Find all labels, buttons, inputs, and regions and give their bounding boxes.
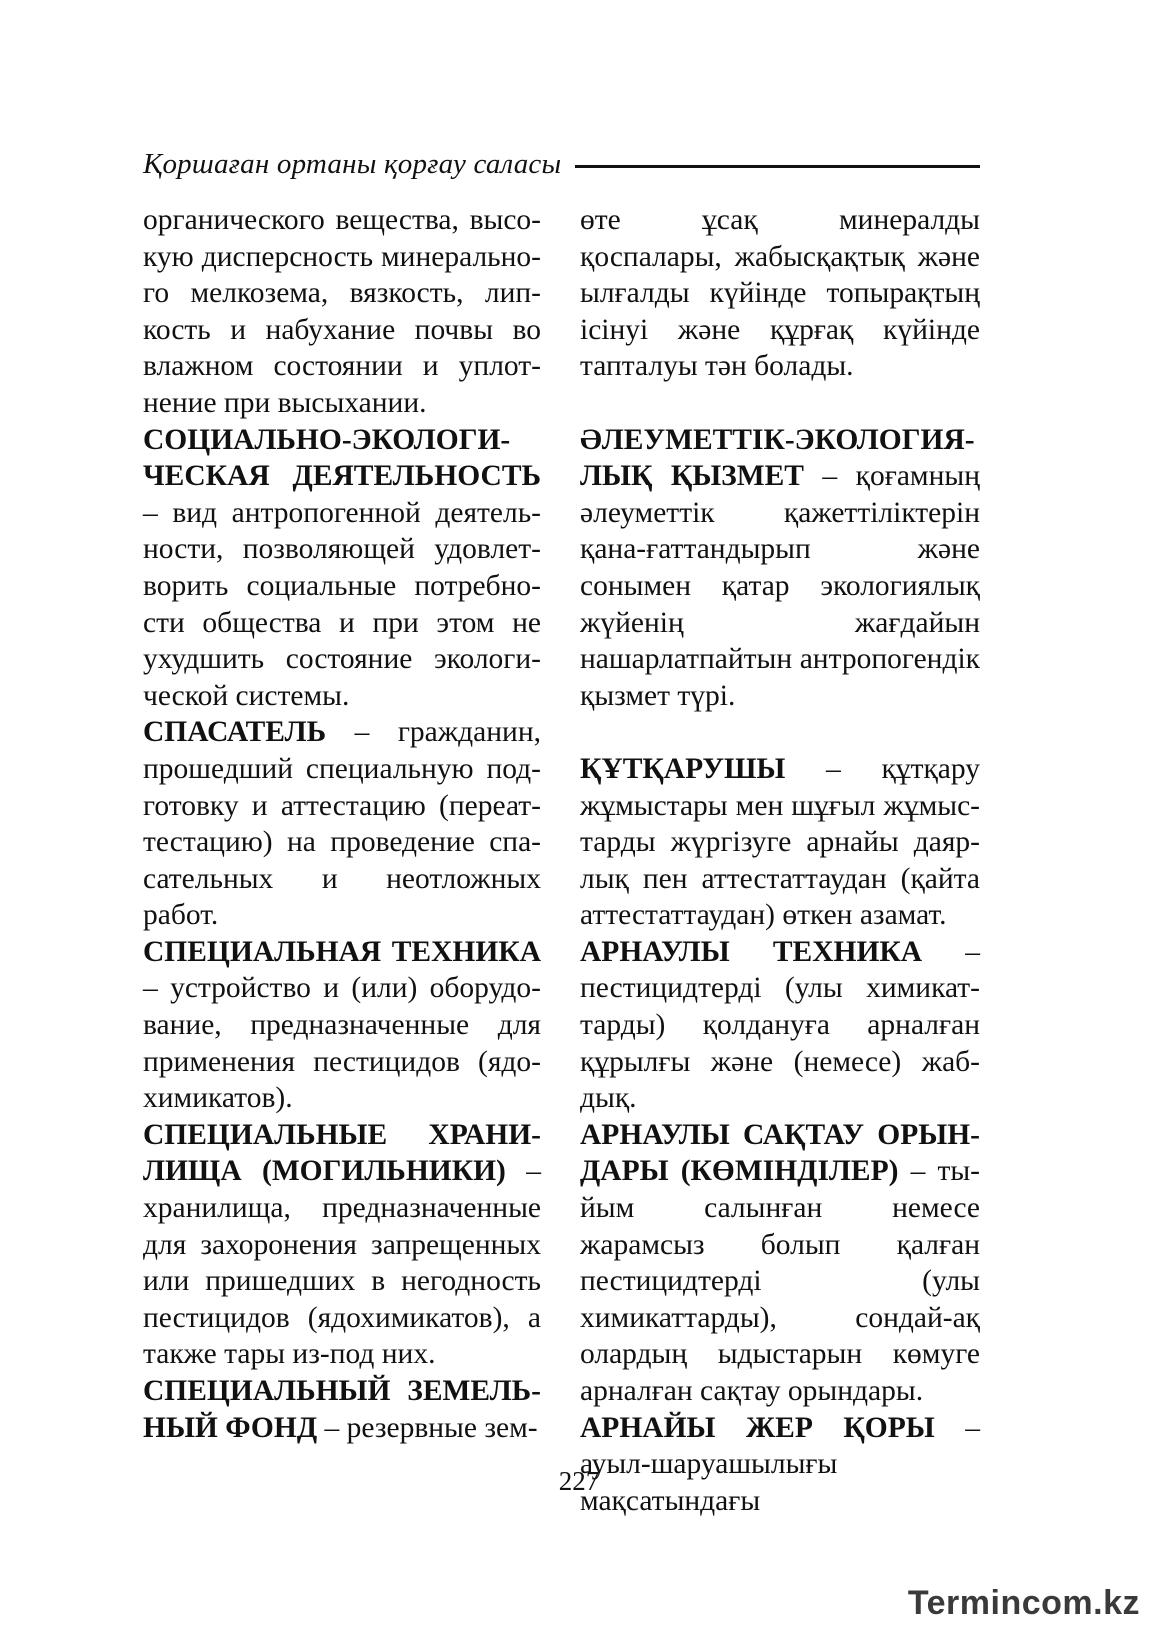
entry-text: – гражданин, прошедший специальную под-готовку и аттестацию (переат-тестацию) на проведение спа-сательных и неотложных работ.	[143, 716, 541, 932]
page-number: 227	[558, 1466, 600, 1496]
entry-term: СПЕЦИАЛЬНЫЙ ЗЕМЕЛЬ-НЫЙ ФОНД	[143, 1375, 541, 1444]
entry-continuation-left	[143, 202, 541, 422]
entry-text: – устройство и (или) оборудо-вание, предназначенные для применения пестицидов (ядо-химикатов).	[143, 972, 541, 1115]
entry-term: СПАСАТЕЛЬ	[143, 716, 327, 749]
entry-term: СПЕЦИАЛЬНАЯ ТЕХНИКА	[143, 935, 541, 968]
watermark	[908, 1584, 1140, 1623]
entry-text: – ты-йым салынған немесе жарамсыз болып қалған пестицидтерді (улы химикаттарды), сондай-ақ олардың ыдыстарын көмуге арналған сақтау орындары.	[580, 1155, 980, 1407]
entry-term: ҚҰТҚАРУШЫ	[580, 752, 786, 785]
entry-special-storage	[143, 1117, 541, 1373]
entry-special-land-fund-kz	[580, 1410, 980, 1520]
entry-rescuer-kz	[580, 751, 980, 934]
entry-text: – пестицидтерді (улы химикат-тарды) қолдануға арналған құрылғы және (немесе) жаб-дық.	[580, 935, 980, 1115]
entry-socio-ecological-activity	[143, 422, 541, 715]
watermark-text: Termincom.kz	[907, 1584, 1140, 1622]
entry-continuation-right	[580, 202, 980, 385]
entry-special-land-fund	[143, 1373, 541, 1446]
entry-term: ӘЛЕУМЕТТІК-ЭКОЛОГИЯ-ЛЫҚ ҚЫЗМЕТ	[580, 423, 975, 493]
entry-text: өте ұсақ минералды қоспалары, жабысқақтық және ылғалды күйінде топырақтың ісінуі және құрғақ күйінде тапталуы тән болады.	[580, 204, 980, 383]
entry-rescuer	[143, 714, 541, 934]
entry-text: – резервные зем-	[317, 1411, 538, 1444]
running-header	[143, 144, 980, 184]
entry-text: органического вещества, высо-кую дисперсность минерально-го мелкозема, вязкость, лип-кость и набухание почвы во влажном состоянии и уплот-нение при высыхании.	[143, 204, 541, 419]
entry-text: – ауыл-шаруашылығы мақсатындағы	[580, 1411, 980, 1517]
entry-text: – вид антропогенной деятель-ности, позволяющей удовлет-ворить социальные потребно-сти общества и при этом не ухудшить состояние экологи-ческой системы.	[143, 496, 541, 712]
entry-term: СОЦИАЛЬНО-ЭКОЛОГИ-ЧЕСКАЯ ДЕЯТЕЛЬНОСТЬ	[143, 423, 541, 493]
entry-special-equipment-kz	[580, 934, 980, 1117]
entry-text: – қоғамның әлеуметтік қажеттіліктерін қана-ғаттандырып және сонымен қатар экологиялық жүйенің жағдайын нашарлатпайтын антропогендік қызмет түрі.	[580, 460, 980, 712]
entry-term: АРНАЙЫ ЖЕР ҚОРЫ	[580, 1411, 935, 1444]
entry-term: АРНАУЛЫ САҚТАУ ОРЫН-ДАРЫ (КӨМІНДІЛЕР)	[580, 1118, 980, 1188]
header-rule	[575, 165, 980, 168]
entry-text: – құтқару жұмыстары мен шұғыл жұмыс-тарды жүргізуге арнайы даяр-лық пен аттестаттаудан (қайта аттестаттаудан) өткен азамат.	[580, 752, 980, 932]
entry-text: – хранилища, предназначенные для захоронения запрещенных или пришедших в негодность пестицидов (ядохимикатов), а также тары из-под них.	[143, 1155, 541, 1371]
left-column	[143, 202, 541, 1446]
header-title: Қоршаған ортаны қорғау саласы	[143, 147, 562, 180]
right-column	[580, 202, 980, 1519]
entry-socio-ecological-activity-kz	[580, 422, 980, 715]
entry-term: СПЕЦИАЛЬНЫЕ ХРАНИ-ЛИЩА (МОГИЛЬНИКИ)	[143, 1118, 541, 1188]
entry-special-storage-kz	[580, 1117, 980, 1410]
entry-term: АРНАУЛЫ ТЕХНИКА	[580, 935, 923, 968]
entry-special-equipment	[143, 934, 541, 1117]
